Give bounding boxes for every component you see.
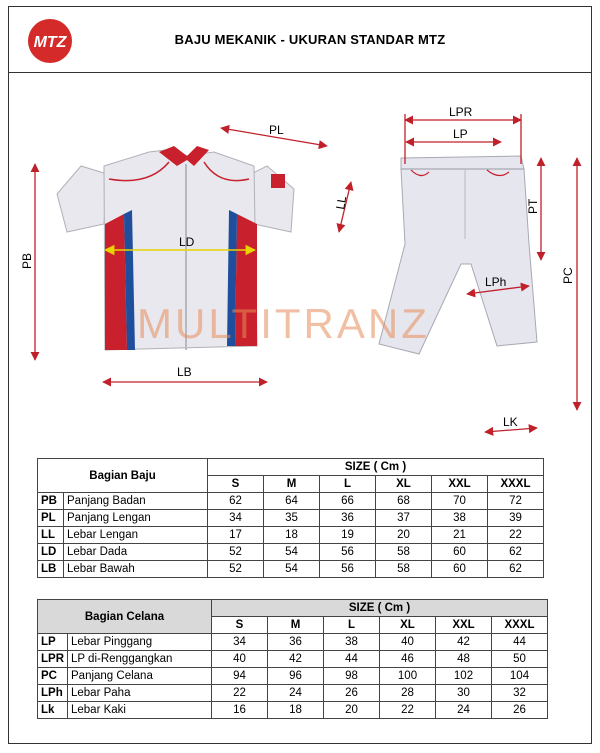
svg-text:MTZ: MTZ — [33, 34, 67, 51]
shirt-group-header: Bagian Baju — [38, 459, 208, 493]
size-value-cell: 56 — [320, 544, 376, 561]
size-value-cell: 52 — [208, 561, 264, 578]
measurement-name: Panjang Lengan — [64, 510, 208, 527]
size-value-cell: 38 — [432, 510, 488, 527]
size-value-cell: 68 — [376, 493, 432, 510]
size-value-cell: 36 — [320, 510, 376, 527]
size-value-cell: 40 — [380, 634, 436, 651]
size-column-header: XXL — [432, 476, 488, 493]
size-value-cell: 70 — [432, 493, 488, 510]
measurement-name: Lebar Lengan — [64, 527, 208, 544]
size-value-cell: 58 — [376, 544, 432, 561]
size-value-cell: 19 — [320, 527, 376, 544]
page-title: BAJU MEKANIK - UKURAN STANDAR MTZ — [174, 32, 446, 47]
measurement-name: Lebar Dada — [64, 544, 208, 561]
pc-label: PC — [561, 267, 575, 284]
measurement-name: Panjang Badan — [64, 493, 208, 510]
size-value-cell: 34 — [212, 634, 268, 651]
size-value-cell: 16 — [212, 702, 268, 719]
size-value-cell: 21 — [432, 527, 488, 544]
lb-label: LB — [177, 365, 192, 379]
pants-size-table — [37, 599, 548, 719]
ll-label: LL — [333, 194, 350, 211]
size-column-header: S — [212, 617, 268, 634]
size-column-header: XL — [376, 476, 432, 493]
size-value-cell: 46 — [380, 651, 436, 668]
size-value-cell: 94 — [212, 668, 268, 685]
size-column-header: L — [324, 617, 380, 634]
watermark: MULTITRANZ — [137, 300, 430, 347]
lp-label: LP — [453, 127, 468, 141]
size-value-cell: 60 — [432, 544, 488, 561]
size-value-cell: 100 — [380, 668, 436, 685]
shirt-size-header: SIZE ( Cm ) — [208, 459, 544, 476]
size-column-header: XXL — [436, 617, 492, 634]
size-value-cell: 30 — [436, 685, 492, 702]
pants-group-header: Bagian Celana — [38, 600, 212, 634]
ld-label: LD — [179, 235, 195, 249]
size-column-header: L — [320, 476, 376, 493]
size-value-cell: 64 — [264, 493, 320, 510]
table-row — [38, 685, 548, 702]
size-value-cell: 102 — [436, 668, 492, 685]
size-value-cell: 62 — [208, 493, 264, 510]
size-value-cell: 38 — [324, 634, 380, 651]
lph-label: LPh — [485, 275, 507, 289]
size-value-cell: 52 — [208, 544, 264, 561]
size-value-cell: 34 — [208, 510, 264, 527]
size-value-cell: 22 — [212, 685, 268, 702]
pl-label: PL — [269, 123, 284, 137]
table-row — [38, 527, 544, 544]
size-value-cell: 26 — [324, 685, 380, 702]
pt-label: PT — [526, 198, 540, 214]
size-value-cell: 22 — [380, 702, 436, 719]
uniform-illustration — [9, 74, 591, 454]
size-value-cell: 98 — [324, 668, 380, 685]
size-value-cell: 60 — [432, 561, 488, 578]
size-value-cell: 72 — [488, 493, 544, 510]
header — [9, 7, 591, 73]
measurement-code: LP — [38, 634, 68, 651]
size-column-header: M — [268, 617, 324, 634]
size-value-cell: 20 — [376, 527, 432, 544]
size-column-header: XXXL — [488, 476, 544, 493]
size-value-cell: 28 — [380, 685, 436, 702]
size-column-header: S — [208, 476, 264, 493]
size-value-cell: 54 — [264, 544, 320, 561]
measurement-name: Lebar Pinggang — [68, 634, 212, 651]
table-row — [38, 634, 548, 651]
table-row — [38, 544, 544, 561]
measurement-code: LD — [38, 544, 64, 561]
size-value-cell: 22 — [488, 527, 544, 544]
size-value-cell: 37 — [376, 510, 432, 527]
measurement-code: PB — [38, 493, 64, 510]
pb-label: PB — [20, 252, 34, 269]
size-value-cell: 18 — [264, 527, 320, 544]
shirt-size-table — [37, 458, 544, 578]
size-value-cell: 50 — [492, 651, 548, 668]
measurement-code: LPR — [38, 651, 68, 668]
table-row — [38, 561, 544, 578]
size-value-cell: 18 — [268, 702, 324, 719]
measurement-code: Lk — [38, 702, 68, 719]
size-column-header: XXXL — [492, 617, 548, 634]
size-value-cell: 26 — [492, 702, 548, 719]
lk-label: LK — [503, 415, 518, 429]
size-value-cell: 40 — [212, 651, 268, 668]
size-value-cell: 58 — [376, 561, 432, 578]
size-value-cell: 62 — [488, 544, 544, 561]
table-row — [38, 651, 548, 668]
size-value-cell: 42 — [436, 634, 492, 651]
measurement-code: LPh — [38, 685, 68, 702]
measurement-name: Lebar Paha — [68, 685, 212, 702]
measurement-code: LB — [38, 561, 64, 578]
size-value-cell: 62 — [488, 561, 544, 578]
size-value-cell: 56 — [320, 561, 376, 578]
measurement-code: PC — [38, 668, 68, 685]
pants-size-header: SIZE ( Cm ) — [212, 600, 548, 617]
document-frame — [8, 6, 592, 744]
measurement-code: PL — [38, 510, 64, 527]
measurement-code: LL — [38, 527, 64, 544]
size-value-cell: 17 — [208, 527, 264, 544]
size-value-cell: 96 — [268, 668, 324, 685]
size-value-cell: 32 — [492, 685, 548, 702]
table-row — [38, 668, 548, 685]
size-value-cell: 20 — [324, 702, 380, 719]
size-value-cell: 39 — [488, 510, 544, 527]
size-value-cell: 44 — [324, 651, 380, 668]
table-row — [38, 510, 544, 527]
size-column-header: M — [264, 476, 320, 493]
lpr-label: LPR — [449, 105, 473, 119]
size-value-cell: 35 — [264, 510, 320, 527]
table-row — [38, 702, 548, 719]
size-value-cell: 44 — [492, 634, 548, 651]
size-value-cell: 104 — [492, 668, 548, 685]
size-value-cell: 24 — [268, 685, 324, 702]
uniform-drawing — [9, 74, 591, 454]
size-value-cell: 54 — [264, 561, 320, 578]
size-value-cell: 66 — [320, 493, 376, 510]
measurement-name: Lebar Kaki — [68, 702, 212, 719]
size-value-cell: 24 — [436, 702, 492, 719]
table-row — [38, 493, 544, 510]
measurement-name: LP di-Renggangkan — [68, 651, 212, 668]
size-value-cell: 36 — [268, 634, 324, 651]
measurement-name: Panjang Celana — [68, 668, 212, 685]
size-value-cell: 48 — [436, 651, 492, 668]
measurement-name: Lebar Bawah — [64, 561, 208, 578]
size-column-header: XL — [380, 617, 436, 634]
size-value-cell: 42 — [268, 651, 324, 668]
